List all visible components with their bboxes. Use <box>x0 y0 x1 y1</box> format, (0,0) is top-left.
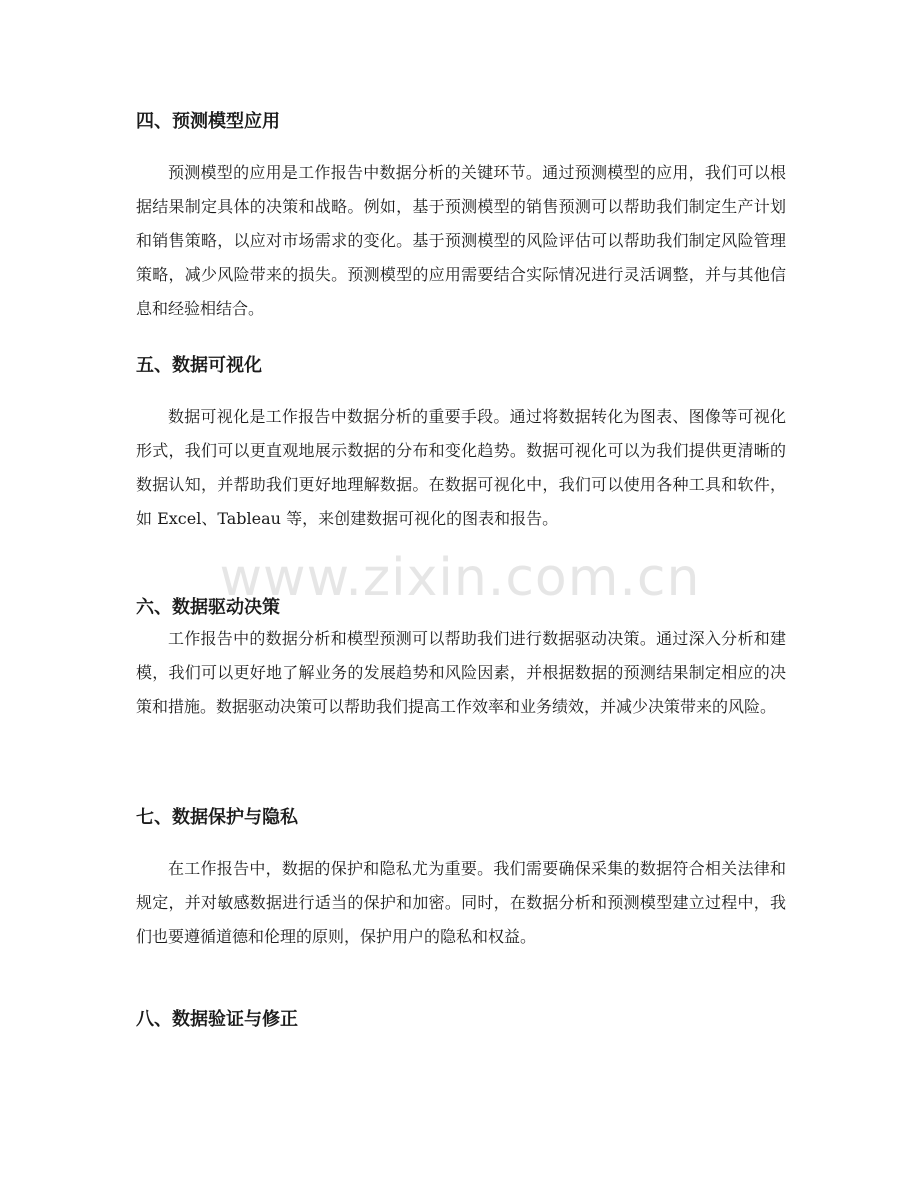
section-heading-7: 七、数据保护与隐私 <box>136 807 298 828</box>
section-paragraph-4: 预测模型的应用是工作报告中数据分析的关键环节。通过预测模型的应用，我们可以根据结果制定具体的决策和战略。例如，基于预测模型的销售预测可以帮助我们制定生产计划和销售策略，以应对市场需求的变化。基于预测模型的风险评估可以帮助我们制定风险管理策略，减少风险带来的损失。预测模型的应用需要结合实际情况进行灵活调整，并与其他信息和经验相结合。 <box>136 163 786 318</box>
section-heading-8: 八、数据验证与修正 <box>136 1009 298 1030</box>
section-heading-4: 四、预测模型应用 <box>136 111 280 132</box>
section-paragraph-5: 数据可视化是工作报告中数据分析的重要手段。通过将数据转化为图表、图像等可视化形式，我们可以更直观地展示数据的分布和变化趋势。数据可视化可以为我们提供更清晰的数据认知，并帮助我们更好地理解数据。在数据可视化中，我们可以使用各种工具和软件，如 Excel、Tableau 等，来创建数据可视化的图表和报告。 <box>136 407 786 528</box>
section-paragraph-7: 在工作报告中，数据的保护和隐私尤为重要。我们需要确保采集的数据符合相关法律和规定，并对敏感数据进行适当的保护和加密。同时，在数据分析和预测模型建立过程中，我们也要遵循道德和伦理的原则，保护用户的隐私和权益。 <box>136 859 786 946</box>
watermark-text: www.zixin.com.cn <box>219 548 701 608</box>
section-heading-5: 五、数据可视化 <box>136 355 262 376</box>
section-heading-6: 六、数据驱动决策 <box>136 597 280 618</box>
section-paragraph-6: 工作报告中的数据分析和模型预测可以帮助我们进行数据驱动决策。通过深入分析和建模，我们可以更好地了解业务的发展趋势和风险因素，并根据数据的预测结果制定相应的决策和措施。数据驱动决策可以帮助我们提高工作效率和业务绩效，并减少决策带来的风险。 <box>136 629 786 716</box>
